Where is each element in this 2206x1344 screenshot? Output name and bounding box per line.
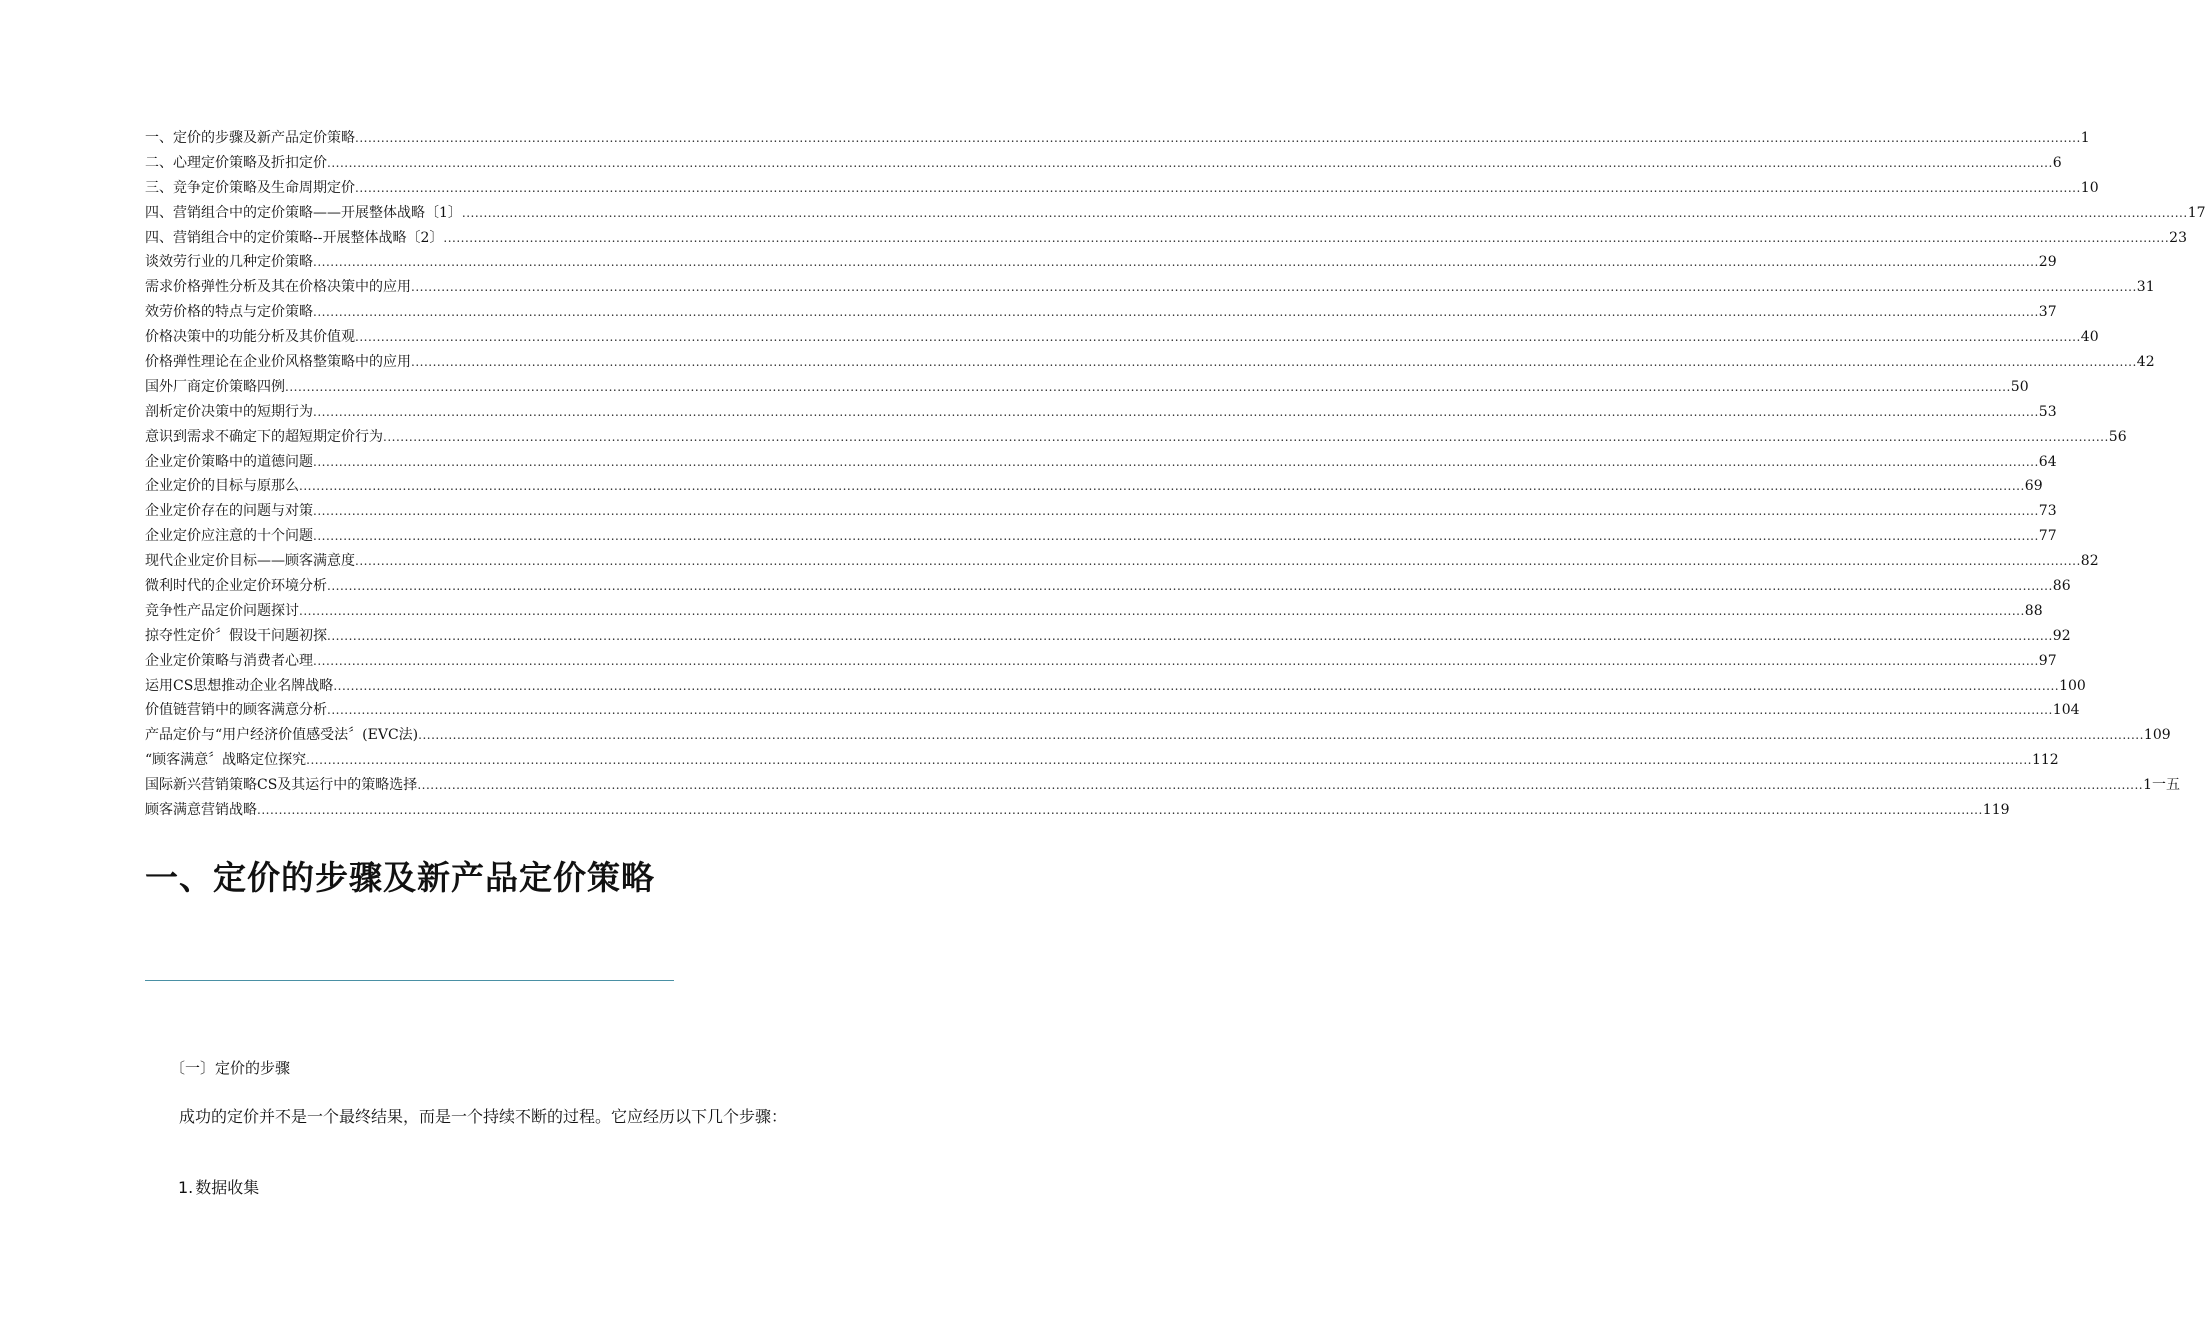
- toc-entry-title: 效劳价格的特点与定价策略: [145, 304, 313, 321]
- toc-entry-page: 69: [2024, 478, 2043, 495]
- toc-entry-page: 77: [2038, 528, 2057, 545]
- toc-entry-title: 企业定价策略与消费者心理: [145, 652, 313, 669]
- toc-entry[interactable]: [145, 748, 2059, 773]
- toc-entry-page: 109: [2143, 727, 2171, 744]
- toc-entry-title: 微利时代的企业定价环境分析: [145, 578, 327, 595]
- toc-leader-dots: ................................................................................................................................................................................................................................................................................................................................................................................................................: [313, 529, 2039, 544]
- toc-leader-dots: ................................................................................................................................................................................................................................................................................................................................................................................................................: [327, 579, 2053, 594]
- toc-leader-dots: ................................................................................................................................................................................................................................................................................................................................................................................................................: [299, 479, 2025, 494]
- toc-entry[interactable]: [145, 698, 2080, 723]
- subsection-heading: 〔一〕定价的步骤: [170, 1059, 291, 1077]
- toc-entry[interactable]: [145, 400, 2057, 425]
- toc-entry-title: 价值链营销中的顾客满意分析: [145, 702, 327, 719]
- toc-entry-title: 四、营销组合中的定价策略——开展整体战略〔1〕: [145, 204, 462, 221]
- list-item-number: 1.: [178, 1178, 194, 1197]
- toc-entry-title: 顾客满意营销战略: [145, 802, 257, 819]
- toc-entry[interactable]: [145, 176, 2099, 201]
- toc-entry-page: 29: [2038, 254, 2057, 271]
- toc-entry-page: 92: [2052, 627, 2071, 644]
- toc-entry-title: 企业定价的目标与原那么: [145, 478, 299, 495]
- toc-entry-page: 88: [2024, 602, 2043, 619]
- toc-entry-page: 82: [2080, 553, 2099, 570]
- toc-leader-dots: ................................................................................................................................................................................................................................................................................................................................................................................................................: [313, 404, 2039, 419]
- toc-entry-title: 现代企业定价目标——顾客满意度: [145, 553, 355, 570]
- toc-entry-page: 100: [2059, 677, 2086, 694]
- toc-entry[interactable]: [145, 649, 2057, 674]
- toc-leader-dots: ................................................................................................................................................................................................................................................................................................................................................................................................................: [411, 280, 2137, 295]
- toc-entry-page: 53: [2038, 403, 2057, 420]
- toc-entry-title: 需求价格弹性分析及其在价格决策中的应用: [145, 279, 411, 296]
- toc-entry-page: 17: [2187, 204, 2206, 221]
- toc-entry[interactable]: [145, 524, 2057, 549]
- toc-entry[interactable]: [145, 450, 2057, 475]
- toc-leader-dots: ................................................................................................................................................................................................................................................................................................................................................................................................................: [355, 131, 2081, 145]
- toc-entry-title: 意识到需求不确定下的超短期定价行为: [145, 428, 383, 445]
- toc-entry[interactable]: [145, 300, 2057, 325]
- toc-entry-title: 国外厂商定价策略四例: [145, 378, 285, 395]
- toc-entry[interactable]: [145, 674, 2086, 699]
- toc-entry[interactable]: [145, 624, 2071, 649]
- toc-leader-dots: ................................................................................................................................................................................................................................................................................................................................................................................................................: [313, 653, 2039, 668]
- toc-entry[interactable]: [145, 425, 2127, 450]
- toc-entry-page: 73: [2038, 503, 2057, 520]
- toc-leader-dots: ................................................................................................................................................................................................................................................................................................................................................................................................................: [313, 305, 2039, 320]
- toc-entry-page: 97: [2038, 652, 2057, 669]
- toc-entry-title: 企业定价应注意的十个问题: [145, 528, 313, 545]
- toc-entry[interactable]: [145, 226, 2187, 251]
- toc-entry-title: “顾客满意〞战略定位探究: [145, 752, 307, 769]
- toc-leader-dots: ................................................................................................................................................................................................................................................................................................................................................................................................................: [333, 678, 2060, 693]
- toc-entry-page: 112: [2031, 752, 2059, 769]
- toc-entry-page: 50: [2010, 378, 2029, 395]
- toc-entry[interactable]: [145, 350, 2155, 375]
- toc-leader-dots: ................................................................................................................................................................................................................................................................................................................................................................................................................: [443, 230, 2170, 245]
- toc-entry-title: 一、定价的步骤及新产品定价策略: [145, 130, 355, 146]
- toc-leader-dots: ................................................................................................................................................................................................................................................................................................................................................................................................................: [257, 803, 1983, 818]
- toc-entry[interactable]: [145, 574, 2071, 599]
- toc-entry-title: 剖析定价决策中的短期行为: [145, 403, 313, 420]
- toc-entry-title: 掠夺性定价〞假设干问题初探: [145, 627, 327, 644]
- toc-entry-page: 42: [2136, 354, 2155, 371]
- toc-entry[interactable]: [145, 474, 2043, 499]
- toc-entry-title: 价格决策中的功能分析及其价值观: [145, 329, 355, 346]
- toc-entry[interactable]: [145, 126, 2090, 151]
- toc-entry-title: 价格弹性理论在企业价风格整策略中的应用: [145, 354, 411, 371]
- toc-entry-page: 23: [2169, 229, 2187, 246]
- toc-leader-dots: ................................................................................................................................................................................................................................................................................................................................................................................................................: [313, 504, 2039, 519]
- toc-entry-page: 10: [2080, 179, 2099, 196]
- toc-entry[interactable]: [145, 798, 2010, 823]
- toc-leader-dots: ................................................................................................................................................................................................................................................................................................................................................................................................................: [306, 753, 2032, 768]
- toc-entry-title: 二、心理定价策略及折扣定价: [145, 154, 327, 171]
- toc-entry[interactable]: [145, 499, 2057, 524]
- toc-entry-page: 64: [2038, 453, 2057, 470]
- toc-entry-title: 国际新兴营销策略CS及其运行中的策略选择: [145, 777, 418, 794]
- toc-entry-page: 37: [2038, 304, 2057, 321]
- toc-entry-page: 1一五: [2143, 777, 2181, 794]
- toc-entry[interactable]: [145, 151, 2062, 176]
- toc-leader-dots: ................................................................................................................................................................................................................................................................................................................................................................................................................: [313, 255, 2039, 270]
- toc-entry-page: 31: [2136, 279, 2155, 296]
- toc-entry-page: 56: [2108, 428, 2127, 445]
- toc-entry[interactable]: [145, 549, 2099, 574]
- toc-leader-dots: ................................................................................................................................................................................................................................................................................................................................................................................................................: [313, 454, 2039, 469]
- toc-leader-dots: ................................................................................................................................................................................................................................................................................................................................................................................................................: [285, 379, 2011, 394]
- numbered-item: [178, 1176, 259, 1200]
- toc-entry-title: 竞争性产品定价问题探讨: [145, 602, 299, 619]
- toc-leader-dots: ................................................................................................................................................................................................................................................................................................................................................................................................................: [327, 155, 2053, 170]
- toc-entry-page: 119: [1982, 802, 2010, 819]
- toc-leader-dots: ................................................................................................................................................................................................................................................................................................................................................................................................................: [461, 205, 2188, 220]
- toc-entry-title: 企业定价存在的问题与对策: [145, 503, 313, 520]
- toc-leader-dots: ................................................................................................................................................................................................................................................................................................................................................................................................................: [355, 554, 2081, 569]
- toc-entry-page: 40: [2080, 329, 2099, 346]
- toc-entry[interactable]: [145, 201, 2206, 226]
- toc-leader-dots: ................................................................................................................................................................................................................................................................................................................................................................................................................: [355, 180, 2081, 195]
- toc-entry-page: 104: [2052, 702, 2080, 719]
- toc-leader-dots: ................................................................................................................................................................................................................................................................................................................................................................................................................: [355, 330, 2081, 345]
- list-item-text: 数据收集: [195, 1178, 260, 1197]
- body-paragraph: 成功的定价并不是一个最终结果，而是一个持续不断的过程。它应经历以下几个步骤：: [179, 1107, 788, 1126]
- toc-entry[interactable]: [145, 250, 2057, 275]
- toc-leader-dots: ................................................................................................................................................................................................................................................................................................................................................................................................................: [418, 728, 2144, 743]
- toc-entry[interactable]: [145, 375, 2029, 400]
- toc-leader-dots: ................................................................................................................................................................................................................................................................................................................................................................................................................: [411, 355, 2137, 370]
- toc-leader-dots: ................................................................................................................................................................................................................................................................................................................................................................................................................: [299, 603, 2025, 618]
- toc-entry-page: 1: [2080, 130, 2090, 146]
- toc-entry[interactable]: [145, 773, 2181, 798]
- table-of-contents: [145, 126, 2206, 823]
- toc-leader-dots: ................................................................................................................................................................................................................................................................................................................................................................................................................: [383, 429, 2109, 444]
- toc-leader-dots: ................................................................................................................................................................................................................................................................................................................................................................................................................: [327, 703, 2053, 718]
- section-heading: 一、定价的步骤及新产品定价策略: [145, 858, 655, 897]
- toc-entry[interactable]: [145, 275, 2155, 300]
- toc-entry-title: 产品定价与“用户经济价值感受法〞(EVC法): [145, 727, 419, 744]
- toc-entry[interactable]: [145, 599, 2043, 624]
- toc-entry[interactable]: [145, 325, 2099, 350]
- toc-entry[interactable]: [145, 723, 2171, 748]
- toc-leader-dots: ................................................................................................................................................................................................................................................................................................................................................................................................................: [417, 778, 2144, 793]
- heading-divider: [145, 980, 674, 981]
- toc-entry-page: 6: [2052, 154, 2062, 171]
- toc-entry-title: 四、营销组合中的定价策略--开展整体战略〔2〕: [145, 229, 444, 246]
- toc-leader-dots: ................................................................................................................................................................................................................................................................................................................................................................................................................: [327, 628, 2053, 643]
- toc-entry-title: 三、竞争定价策略及生命周期定价: [145, 179, 355, 196]
- toc-entry-title: 谈效劳行业的几种定价策略: [145, 254, 313, 271]
- toc-entry-title: 运用CS思想推动企业名牌战略: [145, 677, 334, 694]
- toc-entry-title: 企业定价策略中的道德问题: [145, 453, 313, 470]
- toc-entry-page: 86: [2052, 578, 2071, 595]
